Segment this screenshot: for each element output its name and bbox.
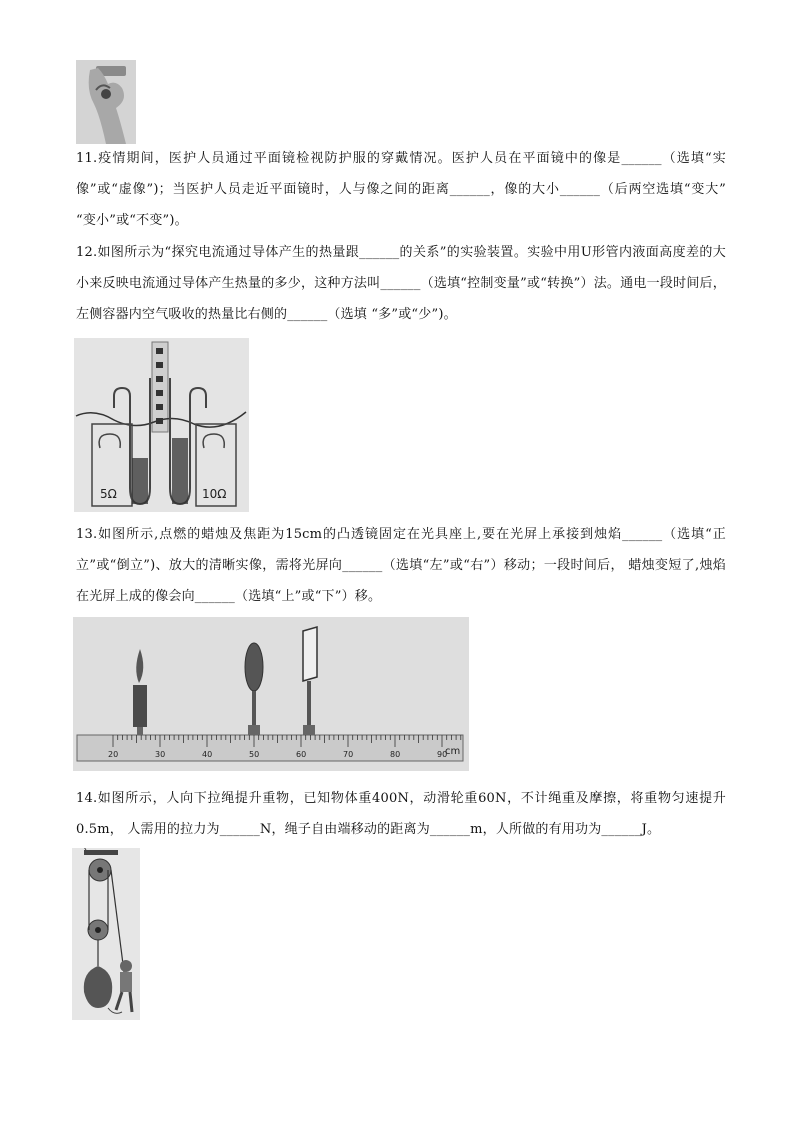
question-text: 如图所示，人向下拉绳提升重物，已知物体重400N，动滑轮重60N，不计绳重及摩擦，将重物匀速提升0.5m， 人需用的拉力为______N，绳子自由端移动的距离为______m，人所做的有用功为______J。 [76, 791, 726, 837]
u-tube-experiment-figure [74, 338, 249, 512]
ruler [77, 735, 463, 761]
ruler-tick-label: 60 [296, 750, 307, 759]
ruler-unit: cm [445, 746, 461, 757]
ruler-tick-label: 70 [343, 750, 354, 759]
right-resistor-label: 10Ω [202, 487, 227, 501]
question-number: 11. [76, 151, 98, 166]
ruler-tick-label: 50 [249, 750, 260, 759]
question-13 [76, 519, 726, 612]
ruler-tick-label: 90 [437, 750, 448, 759]
u-tube-drawing [74, 338, 249, 512]
question-text: 如图所示,点燃的蜡烛及焦距为15cm的凸透镜固定在光具座上,要在光屏上承接到烛焰______（选填“正立”或“倒立”)、放大的清晰实像，需将光屏向______（选填“左”或“右”）移动；一段时间后， 蜡烛变短了,烛焰在光屏上成的像会向______（选填“上”或“下”）移。 [76, 527, 726, 604]
question-text: 疫情期间，医护人员通过平面镜检视防护服的穿戴情况。医护人员在平面镜中的像是______（选填“实像”或“虚像”)；当医护人员走近平面镜时，人与像之间的距离______，像的大小______（后两空选填“变大” “变小”或“不变”)。 [76, 151, 735, 228]
light-screen [303, 627, 317, 681]
question-number: 14. [76, 791, 98, 806]
question-11 [76, 143, 735, 236]
mirror-hand-figure [76, 60, 136, 144]
question-text: 如图所示为“探究电流通过导体产生的热量跟______的关系”的实验装置。实验中用U形管内液面高度差的大小来反映电流通过导体产生热量的多少，这种方法叫______（选填“控制变量”或“转换”）法。通电一段时间后，左侧容器内空气吸收的热量比右侧的______（选填 “多”或“少”)。 [76, 245, 726, 322]
optical-bench-drawing [73, 617, 469, 771]
question-number: 13. [76, 527, 98, 542]
left-resistor-label: 5Ω [100, 487, 117, 501]
question-14 [76, 783, 726, 845]
optical-bench-figure [73, 617, 469, 771]
convex-lens [245, 643, 263, 691]
ruler-tick-label: 80 [390, 750, 401, 759]
candle [133, 685, 147, 727]
pulley-drawing [72, 848, 140, 1020]
person [120, 960, 132, 972]
question-number: 12. [76, 245, 98, 260]
ruler-tick-label: 40 [202, 750, 213, 759]
pulley-figure [72, 848, 140, 1020]
ruler-tick-label: 30 [155, 750, 166, 759]
ruler-tick-label: 20 [108, 750, 119, 759]
mirror-hand-drawing [76, 60, 136, 144]
question-12 [76, 237, 726, 330]
